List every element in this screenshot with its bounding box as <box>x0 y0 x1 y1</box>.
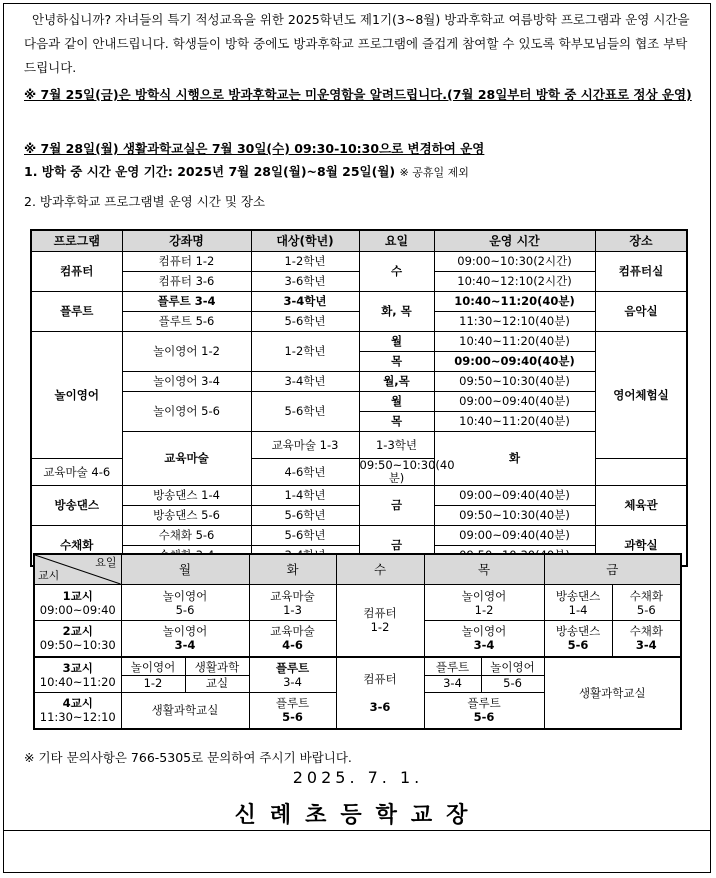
course-time: 09:00~09:40(40분) <box>434 526 595 546</box>
timetable-corner-cell <box>34 554 121 585</box>
section-programs: 2. 방과후학교 프로그램별 운영 시간 및 장소 <box>24 194 266 209</box>
period-cell: 4교시 11:30~12:10 <box>34 693 121 729</box>
course-name: 플루트 5-6 <box>122 312 251 332</box>
header-course: 강좌명 <box>122 230 251 252</box>
table-row <box>31 372 687 392</box>
course-day: 월 <box>359 392 434 412</box>
class-cell: 놀이영어 1-2 <box>424 585 544 621</box>
inquiry-note: ※ 기타 문의사항은 766-5305로 문의하여 주시기 바랍니다. <box>24 750 352 765</box>
course-time: 09:00~09:40(40분) <box>434 486 595 506</box>
course-grade: 3-4학년 <box>251 372 359 392</box>
table-row <box>31 486 687 506</box>
program-name: 방송댄스 <box>31 486 122 526</box>
course-day: 목 <box>359 352 434 372</box>
timetable-header-row <box>34 554 681 585</box>
class-cell: 놀이영어 1-2 <box>121 657 185 693</box>
course-place: 체육관 <box>595 486 687 526</box>
class-cell: 생활과학교실 <box>544 657 681 729</box>
class-cell: 생활과학교실 <box>121 693 249 729</box>
course-time: 10:40~12:10(2시간) <box>434 272 595 292</box>
course-grade: 5-6학년 <box>251 526 359 546</box>
course-grade: 5-6학년 <box>251 312 359 332</box>
header-time: 운영 시간 <box>434 230 595 252</box>
course-day: 목 <box>359 412 434 432</box>
table-row <box>31 392 687 412</box>
program-name: 컴퓨터 <box>31 252 122 292</box>
course-time: 10:40~11:20(40분) <box>434 292 595 312</box>
course-day: 월,목 <box>359 372 434 392</box>
program-name: 놀이영어 <box>31 332 122 459</box>
document-date: 2025. 7. 1. <box>292 768 424 787</box>
program-name: 수채화 <box>31 526 122 567</box>
course-name: 놀이영어 3-4 <box>122 372 251 392</box>
course-name: 놀이영어 5-6 <box>122 392 251 432</box>
course-name: 놀이영어 1-2 <box>122 332 251 372</box>
course-grade: 5-6학년 <box>251 392 359 432</box>
course-day: 수 <box>359 252 434 292</box>
course-grade: 1-3학년 <box>359 432 434 459</box>
intro-paragraph: 안녕하십니까? 자녀들의 특기 적성교육을 위한 2025학년도 제1기(3~8월) 방과후학교 여름방학 프로그램과 운영 시간을 다음과 같이 안내드립니다. 학생들이 방학 중에도 방과후학교 프로그램에 즐겁게 참여할 수 있도록 학부모님들의 협조 부탁드립니다. <box>24 12 690 75</box>
course-time: 10:40~11:20(40분) <box>434 412 595 432</box>
class-cell: 컴퓨터 3-6 <box>336 657 424 729</box>
course-place: 영어체험실 <box>595 332 687 459</box>
period-cell: 2교시 09:50~10:30 <box>34 621 121 657</box>
program-name: 플루트 <box>31 292 122 332</box>
day-header-thu: 목 <box>424 554 544 585</box>
course-time: 09:50~10:30(40분) <box>434 506 595 526</box>
table-row <box>31 252 687 272</box>
course-time: 09:00~10:30(2시간) <box>434 252 595 272</box>
class-cell: 플루트 3-4 <box>249 657 336 693</box>
course-place: 과학실 <box>595 526 687 567</box>
day-header-wed: 수 <box>336 554 424 585</box>
course-day: 금 <box>359 486 434 526</box>
table-header-row <box>31 230 687 252</box>
course-time: 09:50~10:30(40분) <box>359 458 455 485</box>
course-time: 09:00~09:40(40분) <box>434 392 595 412</box>
course-place: 음악실 <box>595 292 687 332</box>
course-time: 11:30~12:10(40분) <box>434 312 595 332</box>
course-grade: 3-4학년 <box>251 292 359 312</box>
class-cell: 놀이영어 5-6 <box>481 657 544 693</box>
class-cell: 수채화 5-6 <box>612 585 681 621</box>
course-time: 09:00~09:40(40분) <box>434 352 595 372</box>
course-name: 수채화 5-6 <box>122 526 251 546</box>
header-day: 요일 <box>359 230 434 252</box>
course-grade: 3-6학년 <box>251 272 359 292</box>
class-cell: 놀이영어 3-4 <box>424 621 544 657</box>
note-science-change: ※ 7월 28일(월) 생활과학교실은 7월 30일(수) 09:30-10:30으로 변경하여 운영 <box>24 141 485 156</box>
course-name: 컴퓨터 3-6 <box>122 272 251 292</box>
course-grade: 1-2학년 <box>251 332 359 372</box>
section-period-note: ※ 공휴일 제외 <box>399 166 469 179</box>
course-name: 방송댄스 5-6 <box>122 506 251 526</box>
table-row <box>31 332 687 352</box>
course-time: 10:40~11:20(40분) <box>434 332 595 352</box>
course-name: 방송댄스 1-4 <box>122 486 251 506</box>
course-time: 09:50~10:30(40분) <box>434 372 595 392</box>
day-header-fri: 금 <box>544 554 681 585</box>
course-day: 화, 목 <box>359 292 434 332</box>
course-grade: 4-6학년 <box>251 459 359 486</box>
section-period-text: 1. 방학 중 시간 운영 기간: 2025년 7월 28일(월)~8월 25일(월) <box>24 164 396 179</box>
class-cell: 교육마술 4-6 <box>249 621 336 657</box>
bottom-divider <box>3 830 711 831</box>
course-grade: 1-2학년 <box>251 252 359 272</box>
program-name: 교육마술 <box>122 432 251 486</box>
class-cell: 플루트 5-6 <box>249 693 336 729</box>
note-closure: ※ 7월 25일(금)은 방학식 시행으로 방과후학교는 미운영함을 알려드립니다.(7월 28일부터 방학 중 시간표로 정상 운영) <box>24 87 692 102</box>
corner-day-label: 요일 <box>95 556 117 569</box>
course-name: 플루트 3-4 <box>122 292 251 312</box>
class-cell: 플루트 3-4 <box>424 657 481 693</box>
course-day: 금 <box>359 526 434 567</box>
header-program: 프로그램 <box>31 230 122 252</box>
header-grade: 대상(학년) <box>251 230 359 252</box>
section-period <box>24 162 469 183</box>
program-schedule-table <box>30 229 688 567</box>
day-header-tue: 화 <box>249 554 336 585</box>
timetable-row <box>34 585 681 621</box>
class-cell: 놀이영어 5-6 <box>121 585 249 621</box>
period-cell: 1교시 09:00~09:40 <box>34 585 121 621</box>
timetable-row <box>34 657 681 693</box>
corner-period-label: 교시 <box>38 569 60 582</box>
header-place: 장소 <box>595 230 687 252</box>
course-grade: 5-6학년 <box>251 506 359 526</box>
period-cell: 3교시 10:40~11:20 <box>34 657 121 693</box>
principal-signature: 신례초등학교장 <box>234 803 482 828</box>
class-cell: 방송댄스 5-6 <box>544 621 612 657</box>
class-cell: 컴퓨터 1-2 <box>336 585 424 657</box>
course-name: 교육마술 4-6 <box>31 459 122 486</box>
table-row <box>31 432 687 459</box>
course-name: 교육마술 1-3 <box>251 432 359 459</box>
day-header-mon: 월 <box>121 554 249 585</box>
class-cell: 놀이영어 3-4 <box>121 621 249 657</box>
class-cell: 수채화 3-4 <box>612 621 681 657</box>
table-row <box>31 526 687 546</box>
course-grade: 1-4학년 <box>251 486 359 506</box>
class-cell: 생활과학 교실 <box>185 657 249 693</box>
class-cell: 교육마술 1-3 <box>249 585 336 621</box>
course-day: 화 <box>434 432 595 486</box>
course-day: 월 <box>359 332 434 352</box>
class-cell: 방송댄스 1-4 <box>544 585 612 621</box>
course-place: 컴퓨터실 <box>595 252 687 292</box>
table-row <box>31 292 687 312</box>
course-name: 컴퓨터 1-2 <box>122 252 251 272</box>
class-cell: 플루트 5-6 <box>424 693 544 729</box>
weekly-timetable <box>33 553 682 730</box>
